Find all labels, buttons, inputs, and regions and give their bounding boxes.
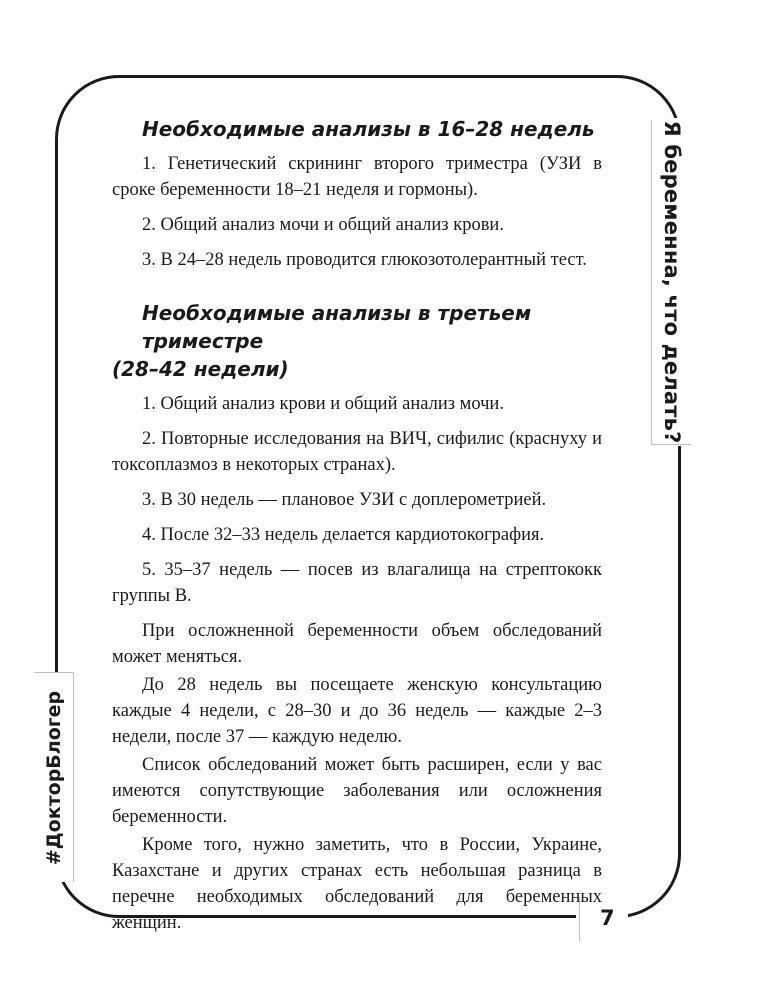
series-side-tab xyxy=(34,672,74,882)
page-content xyxy=(112,115,602,938)
section2-heading-line1: Необходимые анализы в третьем триместре xyxy=(142,301,532,353)
paragraph-3: Список обследований может быть расширен, если у вас имеются сопутствующие заболевания или осложнения беременности. xyxy=(112,755,602,827)
chapter-side-tab xyxy=(651,120,691,445)
section1-item-2: 2. Общий анализ мочи и общий анализ крови. xyxy=(142,215,504,235)
section2-item-4: 4. После 32–33 недель делается кардиотокография. xyxy=(142,525,545,545)
chapter-title: Я беременна, что делать? xyxy=(659,120,684,444)
section2-heading xyxy=(112,299,602,383)
section1-heading: Необходимые анализы в 16–28 недель xyxy=(142,117,595,141)
section2-heading-line2: (28–42 недели) xyxy=(112,357,289,381)
page-number: 7 xyxy=(600,906,615,930)
section1-item-1: 1. Генетический скрининг второго триместра (УЗИ в сроке беременности 18–21 неделя и гормоны). xyxy=(112,154,602,200)
paragraph-4: Кроме того, нужно заметить, что в России, Украине, Казахстане и других странах есть небольшая разница в перечне необходимых обследований для беременных женщин. xyxy=(112,835,602,933)
section2-item-2: 2. Повторные исследования на ВИЧ, сифилис (краснуху и токсоплазмоз в некоторых странах). xyxy=(112,429,602,475)
section1-item-3: 3. В 24–28 недель проводится глюкозотолерантный тест. xyxy=(142,250,587,270)
section2-item-1: 1. Общий анализ крови и общий анализ мочи. xyxy=(142,394,504,414)
paragraph-2: До 28 недель вы посещаете женскую консультацию каждые 4 недели, с 28–30 и до 36 недель — каждые 2–3 недели, после 37 — каждую неделю. xyxy=(112,675,602,747)
section2-item-5: 5. 35–37 недель — посев из влагалища на стрептококк группы В. xyxy=(112,560,602,606)
section2-item-3: 3. В 30 недель — плановое УЗИ с доплерометрией. xyxy=(142,490,547,510)
paragraph-1: При осложненной беременности объем обследований может меняться. xyxy=(112,621,602,667)
series-hashtag: #ДокторБлогер xyxy=(42,690,65,865)
